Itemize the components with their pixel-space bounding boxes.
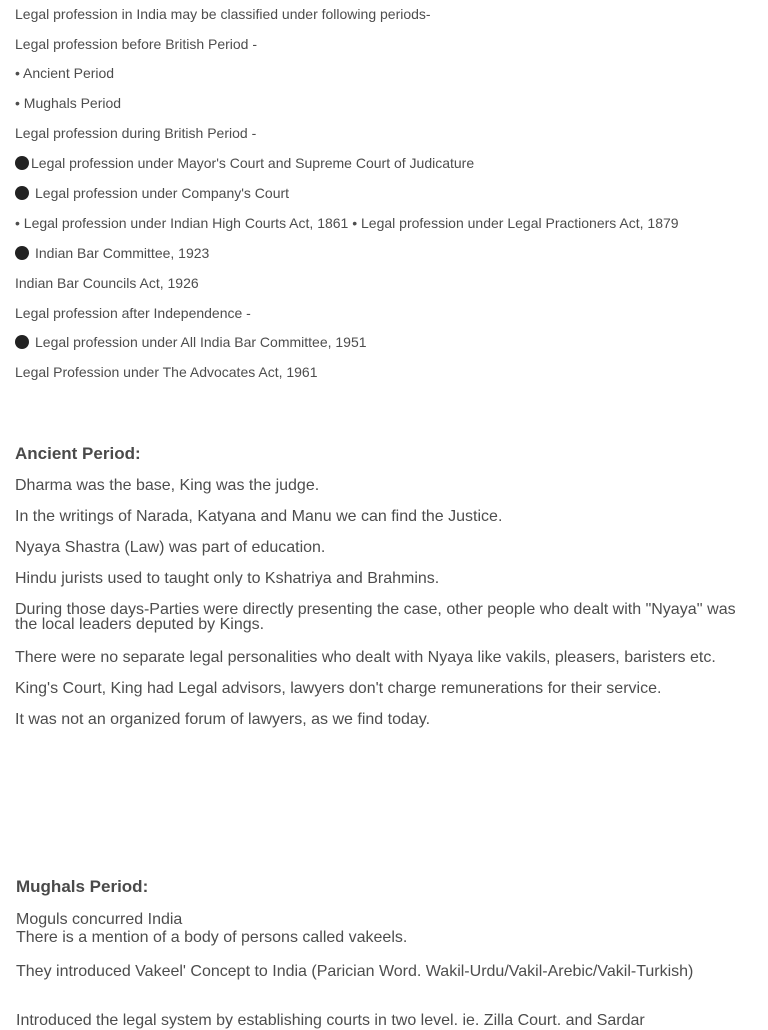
mughals-paragraph-3: Introduced the legal system by establishing courts in two level. ie. Zilla Court. and Sardar bbox=[16, 1012, 645, 1029]
ancient-paragraph-8: It was not an organized forum of lawyers, as we find today. bbox=[15, 711, 431, 728]
ancient-paragraph-1: Dharma was the base, King was the judge. bbox=[15, 477, 320, 494]
bullet-icon bbox=[15, 246, 29, 260]
outline-mayors-court-item bbox=[15, 155, 474, 171]
outline-company-court: Legal profession under Company's Court bbox=[35, 185, 290, 201]
outline-intro: Legal profession in India may be classified under following periods- bbox=[15, 6, 431, 22]
outline-during-british: Legal profession during British Period - bbox=[15, 125, 257, 141]
outline-company-court-item bbox=[15, 185, 289, 201]
outline-all-india-bar: Legal profession under All India Bar Committee, 1951 bbox=[35, 334, 367, 350]
ancient-paragraph-5: During those days-Parties were directly presenting the case, other people who dealt with "Nyaya'' was the local leaders deputed by Kings. bbox=[15, 601, 736, 633]
outline-ancient-period: • Ancient Period bbox=[15, 65, 115, 81]
bullet-icon bbox=[15, 186, 29, 200]
outline-before-british: Legal profession before British Period - bbox=[15, 36, 258, 52]
ancient-period-heading: Ancient Period: bbox=[15, 444, 141, 463]
outline-mayors-court: Legal profession under Mayor's Court and Supreme Court of Judicature bbox=[31, 155, 475, 171]
outline-bar-committee-item bbox=[15, 245, 209, 261]
ancient-paragraph-3: Nyaya Shastra (Law) was part of education. bbox=[15, 539, 326, 556]
outline-after-independence: Legal profession after Independence - bbox=[15, 305, 251, 321]
bullet-icon bbox=[15, 335, 29, 349]
ancient-paragraph-6: There were no separate legal personalities who dealt with Nyaya like vakils, pleasers, baristers etc. bbox=[15, 649, 716, 666]
ancient-paragraph-4: Hindu jurists used to taught only to Kshatriya and Brahmins. bbox=[15, 570, 440, 587]
mughals-paragraph-1a: Moguls concurred India bbox=[16, 911, 183, 928]
outline-bar-councils-act: Indian Bar Councils Act, 1926 bbox=[15, 275, 199, 291]
outline-bar-committee: Indian Bar Committee, 1923 bbox=[35, 245, 210, 261]
mughals-paragraph-2: They introduced Vakeel' Concept to India (Parician Word. Wakil-Urdu/Vakil-Arebic/Vakil-Turkish) bbox=[16, 963, 694, 980]
mughals-period-heading: Mughals Period: bbox=[16, 877, 149, 896]
bullet-icon bbox=[15, 156, 29, 170]
outline-advocates-act: Legal Profession under The Advocates Act, 1961 bbox=[15, 364, 318, 380]
outline-all-india-bar-item bbox=[15, 334, 367, 350]
ancient-paragraph-7: King's Court, King had Legal advisors, lawyers don't charge remunerations for their service. bbox=[15, 680, 662, 697]
mughals-paragraph-1b: There is a mention of a body of persons called vakeels. bbox=[16, 929, 408, 946]
ancient-paragraph-2: In the writings of Narada, Katyana and Manu we can find the Justice. bbox=[15, 508, 503, 525]
outline-mughals-period: • Mughals Period bbox=[15, 95, 122, 111]
outline-high-courts-act: • Legal profession under Indian High Courts Act, 1861 • Legal profession under Legal Practioners Act, 1879 bbox=[15, 215, 679, 231]
